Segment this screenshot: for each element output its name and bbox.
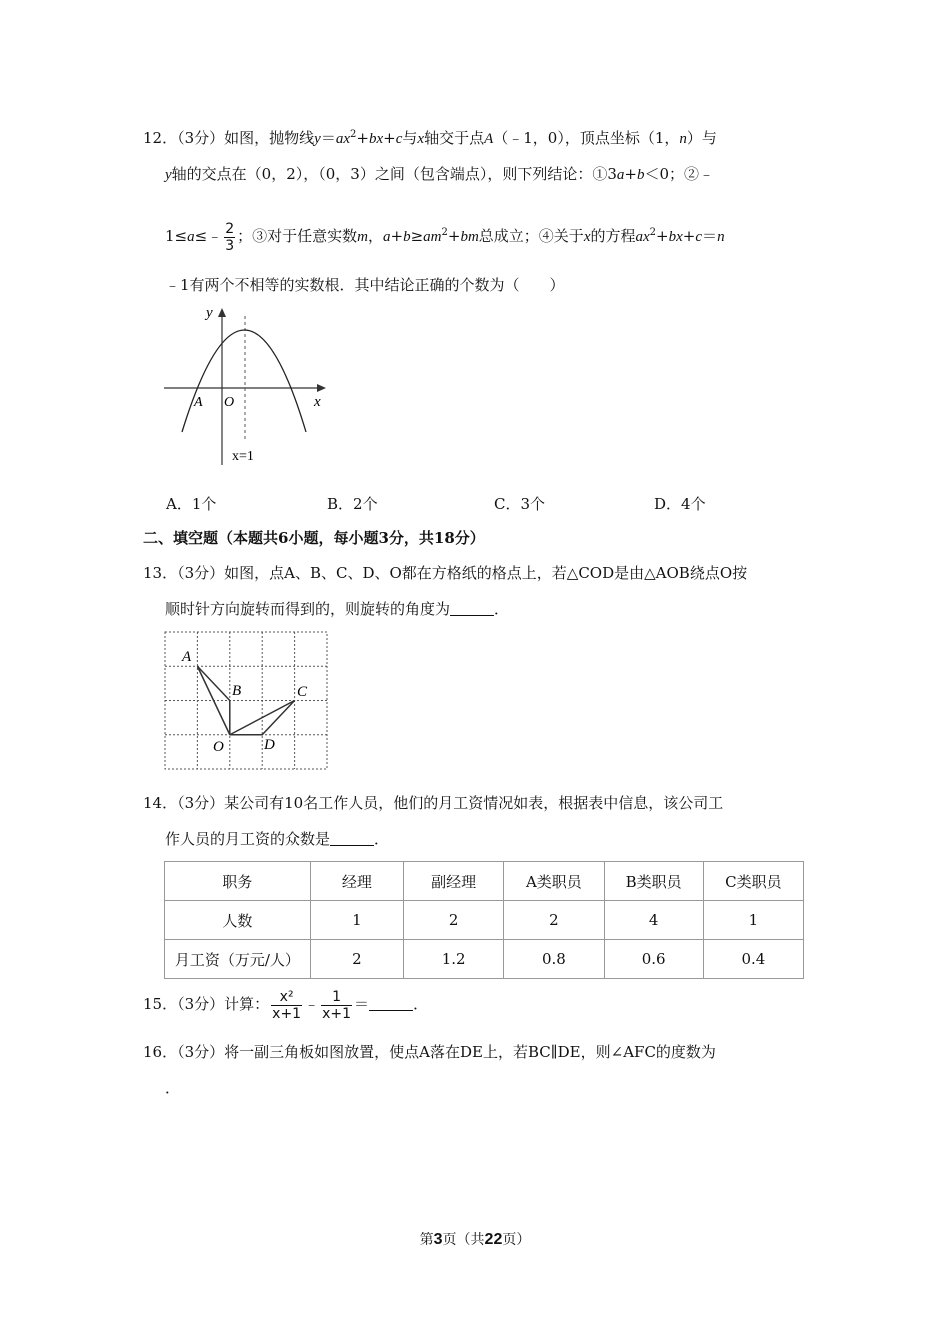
point-O-label: O — [213, 739, 224, 755]
q13-line-2 — [165, 598, 509, 620]
answer-blank[interactable] — [450, 601, 494, 616]
fraction-one: $\frac{1}{x+1}$ — [322, 988, 352, 1022]
q15-equals: ＝ — [354, 995, 370, 1013]
table-cell: 2 — [404, 901, 504, 940]
q12-text: （﹣1，0），顶点坐标（1， — [493, 129, 680, 147]
q12-score: （3分） — [177, 129, 225, 147]
q12-option-a: A．1个 — [166, 495, 217, 513]
q16-line-1 — [143, 1041, 716, 1063]
q14-text: 作人员的月工资的众数是 — [165, 830, 331, 848]
footer-text: 页（共 — [442, 1232, 485, 1248]
fraction-two-thirds: $\frac{2}{3}$ — [225, 220, 235, 254]
table-cell: 1 — [703, 901, 803, 940]
q15-number: 15． — [143, 995, 178, 1013]
q15-line — [143, 984, 428, 1024]
table-row — [165, 940, 804, 979]
fraction-x-squared: $\frac{\text{x²}}{x+1}$ — [272, 988, 302, 1022]
answer-blank[interactable] — [330, 831, 374, 846]
q12-text: 如图，抛物线 — [224, 129, 315, 147]
q12-text: ＜0；②﹣ — [644, 165, 715, 183]
table-cell: 0.6 — [604, 940, 703, 979]
q12-text: ≤﹣ — [194, 227, 223, 245]
q16-text: 将一副三角板如图放置，使点A落在DE上，若BC∥DE，则∠AFC的度数为 — [224, 1043, 716, 1061]
q13-score: （3分） — [177, 564, 225, 582]
q13-text: ． — [494, 600, 510, 618]
q14-score: （3分） — [177, 794, 225, 812]
q12-text: 的方程 — [590, 227, 636, 245]
q16-number: 16． — [143, 1043, 178, 1061]
footer-text: 第 — [419, 1232, 434, 1248]
point-A-label: A — [182, 649, 192, 665]
page-footer — [0, 1229, 950, 1249]
table-cell: 月工资（万元/人） — [165, 940, 311, 979]
header-cell: 经理 — [310, 862, 403, 901]
q14-text: ． — [374, 830, 390, 848]
q12-option-c: C．3个 — [494, 495, 546, 513]
y-axis-arrow — [218, 308, 226, 317]
table-cell: 2 — [504, 901, 604, 940]
q12-text: 总成立；④关于 — [478, 227, 584, 245]
q15-text: ． — [413, 995, 429, 1013]
section-heading: 二、填空题（本题共6小题，每小题3分，共18分） — [143, 529, 485, 547]
point-C-label: C — [297, 684, 308, 700]
answer-blank[interactable] — [369, 996, 413, 1011]
q12-text: 与 — [402, 129, 418, 147]
point-D-label: D — [264, 737, 275, 753]
header-cell: 职务 — [165, 862, 311, 901]
q16-score: （3分） — [177, 1043, 225, 1061]
q13-line-1 — [143, 562, 747, 584]
grid-rotation-figure — [160, 627, 335, 774]
x-axis-arrow — [317, 384, 326, 392]
table-cell: 0.8 — [504, 940, 604, 979]
q15-score: （3分） — [177, 995, 225, 1013]
q14-line-1 — [143, 792, 723, 814]
q14-number: 14． — [143, 794, 178, 812]
table-row — [165, 901, 804, 940]
q12-text: ）与 — [686, 129, 717, 147]
point-B-label: B — [232, 683, 242, 699]
table-header-row — [165, 862, 804, 901]
salary-table — [164, 861, 804, 979]
q12-line-2: y轴的交点在（0，2），（0，3）之间（包含端点），则下列结论：①3a+b＜0；②﹣ — [165, 165, 715, 183]
q12-text: ﹣1有两个不相等的实数根．其中结论正确的个数为（ ） — [165, 276, 565, 294]
q12-text: 轴交于点 — [424, 129, 485, 147]
table-cell: 人数 — [165, 901, 311, 940]
table-cell: 1.2 — [404, 940, 504, 979]
q16-text: ． — [165, 1079, 181, 1097]
header-cell: C类职员 — [703, 862, 803, 901]
footer-text: 页） — [502, 1232, 531, 1248]
table-cell: 1 — [310, 901, 403, 940]
page-number: 3 — [433, 1231, 443, 1248]
q12-text: ；③对于任意实数 — [237, 227, 358, 245]
y-axis-label: y — [206, 305, 213, 321]
parabola-graph — [160, 300, 335, 470]
table-cell: 4 — [604, 901, 703, 940]
header-cell: B类职员 — [604, 862, 703, 901]
q12-text: ， — [367, 227, 383, 245]
q12-text: 轴的交点在（0，2），（0，3）之间（包含端点），则下列结论：① — [171, 165, 608, 183]
parabola-curve — [182, 330, 306, 432]
q12-text: 1≤ — [165, 227, 188, 245]
header-cell: 副经理 — [404, 862, 504, 901]
q13-number: 13． — [143, 564, 178, 582]
q15-text: 计算： — [224, 995, 270, 1013]
total-pages: 22 — [484, 1231, 503, 1248]
point-A-label: A — [194, 395, 203, 410]
q12-number: 12． — [143, 129, 178, 147]
q12-line-1: 12．（3分）如图，抛物线$y=ax^2+bx+c$与x轴交于点A（﹣1，0），顶点坐标（1，n）与 — [143, 129, 717, 147]
origin-label: O — [224, 395, 235, 410]
x-axis-label: x — [314, 394, 321, 410]
q13-text: 如图，点A、B、C、D、O都在方格纸的格点上，若△COD是由△AOB绕点O按 — [224, 564, 748, 582]
q12-option-b: B．2个 — [327, 495, 378, 513]
symmetry-axis-label: x=1 — [232, 449, 254, 464]
q12-line-4 — [165, 274, 565, 296]
q14-line-2 — [165, 828, 389, 850]
q13-text: 顺时针方向旋转而得到的，则旋转的角度为 — [165, 600, 451, 618]
q14-text: 某公司有10名工作人员，他们的月工资情况如表，根据表中信息，该公司工 — [224, 794, 724, 812]
q12-line-3: 1≤a≤﹣ $\frac{2}{3}$ ；③对于任意实数m，$a+b\ge am^2+bm$总成立；④关于x的方程$ax^2+bx+c=n$ — [165, 220, 725, 254]
header-cell: A类职员 — [504, 862, 604, 901]
q16-line-2 — [165, 1077, 180, 1099]
q15-minus: ﹣ — [304, 995, 320, 1013]
table-cell: 2 — [310, 940, 403, 979]
q12-option-d: D．4个 — [654, 495, 706, 513]
table-cell: 0.4 — [703, 940, 803, 979]
